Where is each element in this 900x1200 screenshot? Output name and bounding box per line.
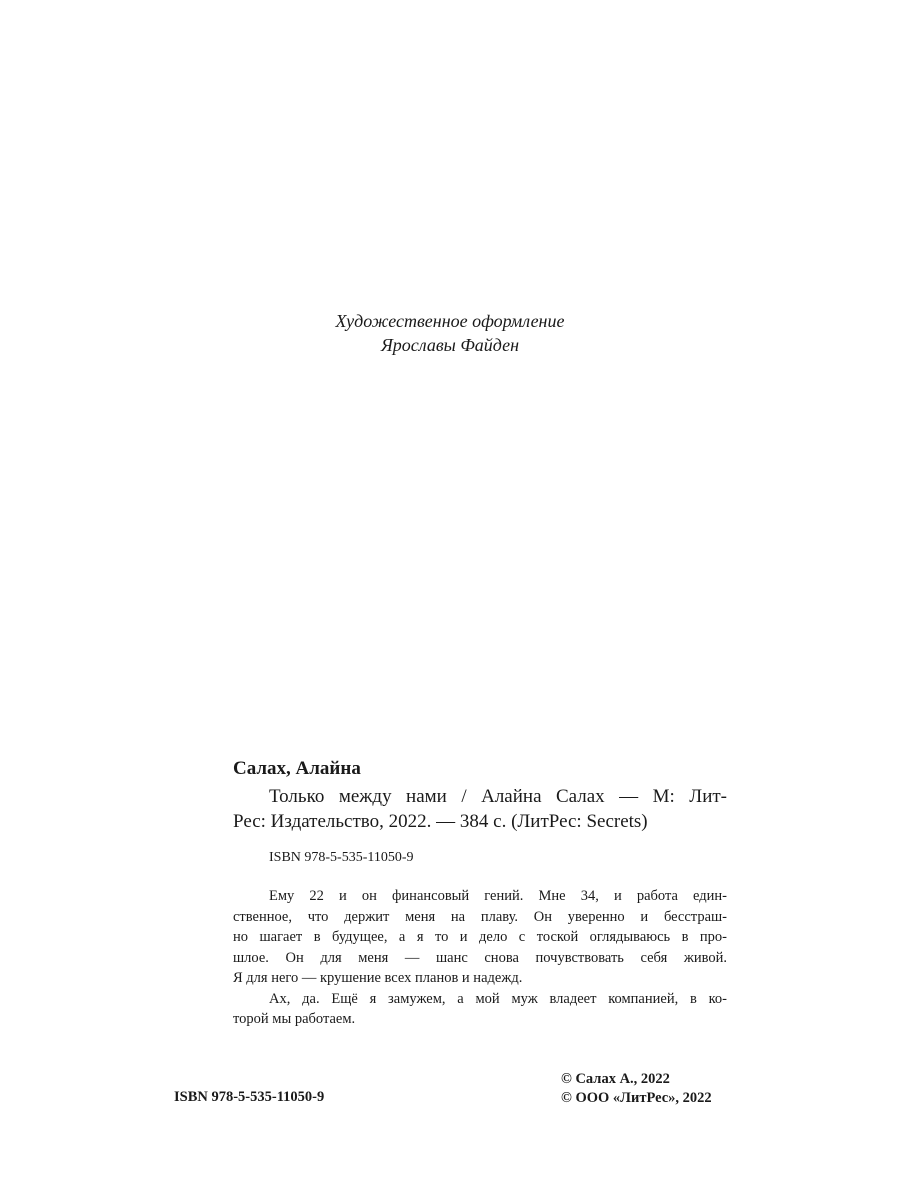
copyright-block: [561, 1070, 712, 1108]
annotation-line: но шагает в будущее, а я то и дело с тоской оглядываюсь в про-: [233, 929, 727, 945]
annotation-line: Ах, да. Ещё я замужем, а мой муж владеет компанией, в ко-: [269, 990, 727, 1007]
annotation-line: Я для него — крушение всех планов и надежд.: [233, 970, 523, 986]
art-design-credit: Художественное оформление: [335, 311, 565, 331]
annotation-line: Ему 22 и он финансовый гений. Мне 34, и работа един-: [269, 888, 727, 904]
annotation: [233, 886, 727, 1030]
isbn-bottom: ISBN 978-5-535-11050-9: [174, 1089, 325, 1105]
copyright-author: © Салах А., 2022: [561, 1071, 670, 1087]
title-line-1: Только между нами / Алайна Салах — М: Лит-: [269, 786, 727, 807]
author-heading: Салах, Алайна: [233, 758, 361, 779]
annotation-line: ственное, что держит меня на плаву. Он уверенно и бесстраш-: [233, 908, 727, 925]
art-designer-name: Ярославы Файден: [380, 335, 520, 355]
copyright-publisher: © ООО «ЛитРес», 2022: [561, 1090, 712, 1106]
isbn-inline: ISBN 978-5-535-11050-9: [269, 850, 414, 865]
annotation-line: шлое. Он для меня — шанс снова почувствовать себя живой.: [233, 949, 727, 966]
bibliographic-record: [233, 756, 727, 1030]
annotation-line: торой мы работаем.: [233, 1011, 356, 1027]
title-line-2: Рес: Издательство, 2022. — 384 с. (ЛитРес: Secrets): [233, 811, 648, 832]
